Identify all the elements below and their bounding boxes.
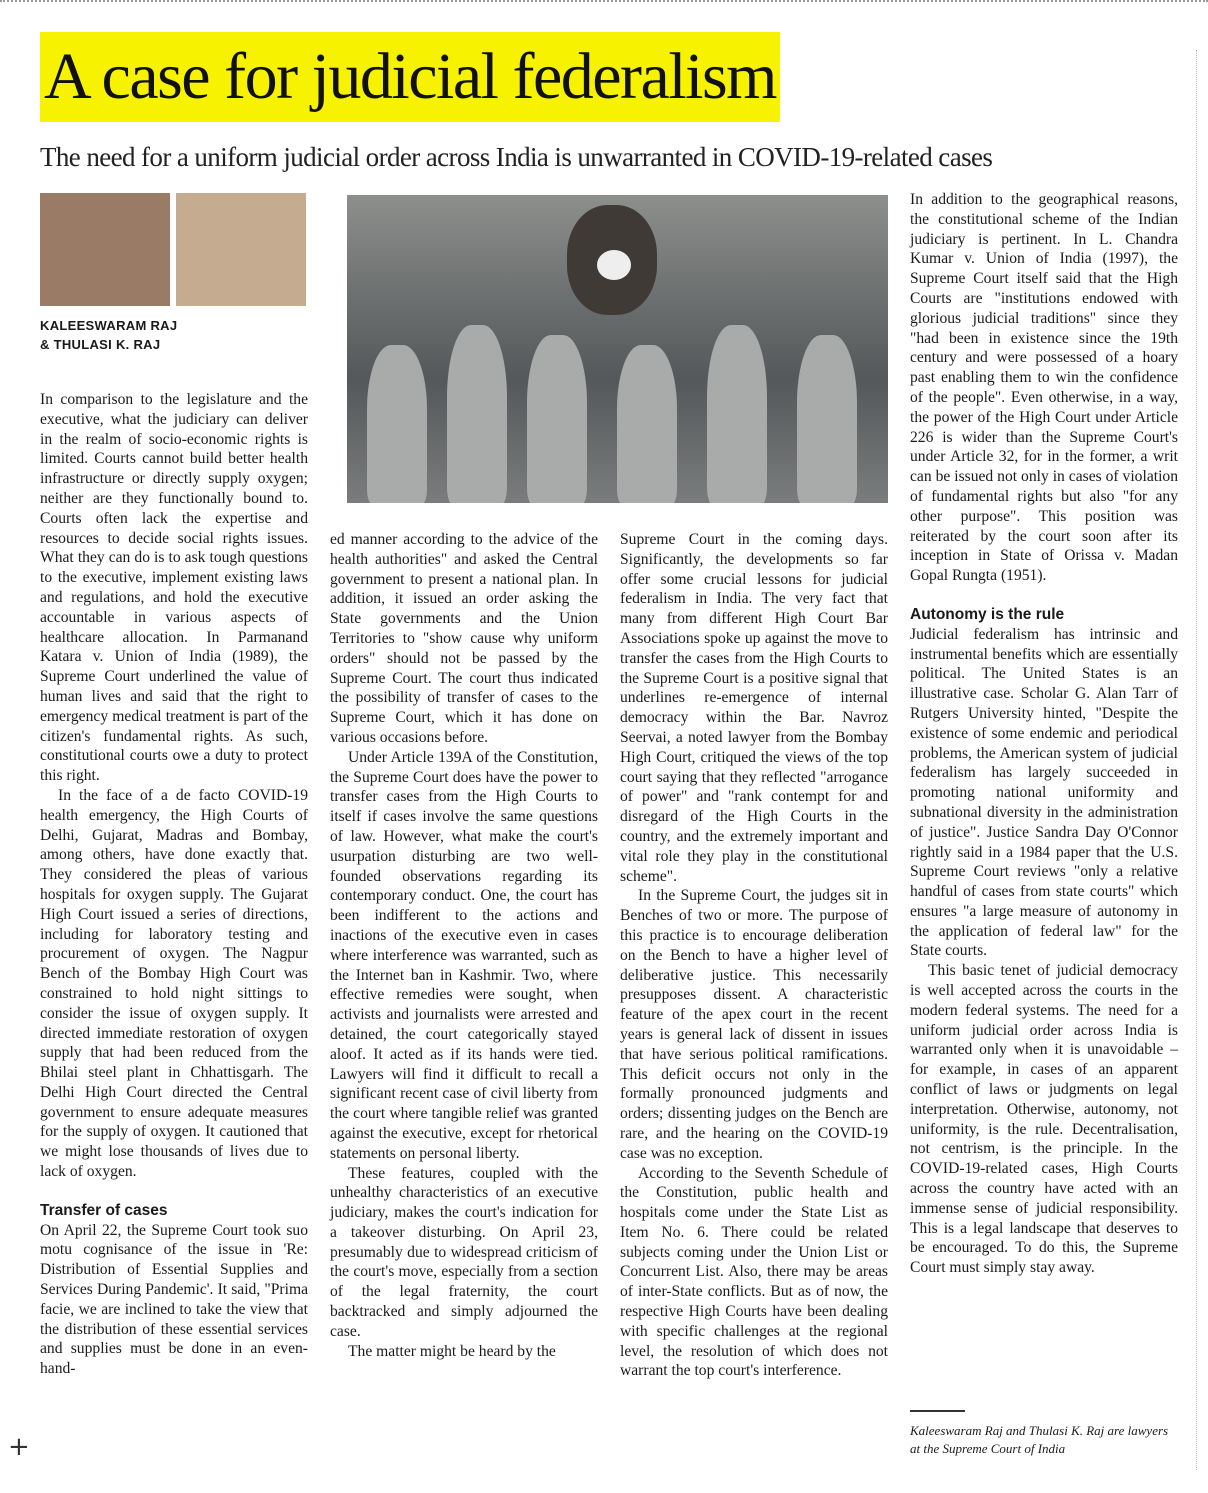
headline: A case for judicial federalism	[44, 40, 777, 113]
paragraph: Judicial federalism has intrinsic and instrumental benefits which are essentially political. The United States is an illustrative case. Scholar G. Alan Tarr of Rutgers University hinted, "Despite the existence of some endemic and periodical problems, the American system of judicial federalism has largely succeeded in promoting national uniformity and subnational diversity in the administration of justice". Justice Sandra Day O'Connor rightly said in a 1984 paper that the U.S. Supreme Court reviews "only a relative handful of cases from state courts" which ensures "a large measure of autonomy in the application of federal law" for the State courts.	[910, 625, 1178, 960]
author-note: Kaleeswaram Raj and Thulasi K. Raj are lawyers at the Supreme Court of India	[910, 1423, 1169, 1456]
section-heading: Transfer of cases	[40, 1201, 168, 1219]
photo-cylinder	[447, 325, 507, 503]
article-column-3	[620, 530, 888, 1381]
column-rule	[1196, 50, 1197, 1470]
author-photo-thulasi	[176, 193, 306, 306]
article-column-1	[40, 390, 308, 1379]
paragraph: In the face of a de facto COVID-19 health emergency, the High Courts of Delhi, Gujarat, Madras and Bombay, among others, have done exactly that. They considered the pleas of various hospitals for oxygen supply. The Gujarat High Court issued a series of directions, including for laboratory testing and procurement of oxygen. The Nagpur Bench of the Bombay High Court was constrained to hold night sittings to consider the issue of oxygen supply. It directed immediate restoration of oxygen supply that had been reduced from the Bhilai steel plant in Chhattisgarh. The Delhi High Court directed the Central government to ensure adequate measures for the supply of oxygen. It cautioned that we might lose thousands of lives due to lack of oxygen.	[40, 786, 308, 1181]
photo-cylinder	[527, 335, 587, 503]
paragraph: In comparison to the legislature and the executive, what the judiciary can deliver in the realm of socio-economic rights is limited. Courts cannot build better health infrastructure or directly supply oxygen; neither are they functionally bound to. Courts often lack the expertise and resources to decide social rights issues. What they can do is to ask tough questions to the executive, implement existing laws and regulations, and hold the executive accountable in various aspects of healthcare allocation. In Parmanand Katara v. Union of India (1989), the Supreme Court underlined the value of human lives and said that the right to emergency medical treatment is part of the citizen's fundamental rights. As such, constitutional courts owe a duty to protect this right.	[40, 391, 308, 785]
footer-rule	[910, 1410, 965, 1412]
photo-cylinder	[617, 345, 677, 503]
headline-highlight	[40, 32, 780, 122]
top-dotted-border	[0, 0, 1208, 2]
photo-cylinder	[707, 325, 767, 503]
article-column-4	[910, 190, 1178, 1278]
section-heading: Autonomy is the rule	[910, 605, 1065, 623]
photo-cylinder	[797, 335, 857, 503]
paragraph: ed manner according to the advice of the health authorities" and asked the Central government to present a national plan. In addition, it issued an order asking the State governments and the Union Territories to "show cause why uniform orders" should not be passed by the Supreme Court. The court thus indicated the possibility of transfer of cases to the Supreme Court, which it has done on various occasions before.	[330, 531, 598, 746]
byline-author-1: KALEESWARAM RAJ	[40, 318, 178, 333]
paragraph: On April 22, the Supreme Court took suo motu cognisance of the issue in 'Re: Distribution of Essential Supplies and Services During Pandemic'. It said, "Prima facie, we are inclined to take the view that the distribution of these essential services and supplies must be done in an even-hand-	[40, 1221, 308, 1378]
byline-author-2: & THULASI K. RAJ	[40, 337, 161, 352]
paragraph: Under Article 139A of the Constitution, the Supreme Court does have the power to transfer cases from the High Courts to itself if cases involve the same questions of law. However, what make the court's usurpation disturbing are two well-founded observations regarding its contemporary conduct. One, the court has been indifferent to the actions and inactions of the executive even in cases where interference was warranted, such as the Internet ban in Kashmir. Two, where effective remedies were sought, when activists and journalists were arrested and detained, the court categorically stayed aloof. It acted as if its hands were tied. Lawyers will find it difficult to recall a significant recent case of civil liberty from the court where tangible relief was granted against the executive, except for rhetorical statements on personal liberty.	[330, 748, 598, 1162]
paragraph: These features, coupled with the unhealthy characteristics of an executive judiciary, makes the court's indication for a takeover disturbing. On April 23, presumably due to widespread criticism of the court's move, especially from a section of the legal fraternity, the court backtracked and simply adjourned the case.	[330, 1164, 598, 1340]
paragraph: Supreme Court in the coming days. Significantly, the developments so far offer some crucial lessons for judicial federalism in India. The very fact that many from different High Court Bar Associations spoke up against the move to transfer the cases from the High Courts to the Supreme Court is a positive signal that underlines re-emergence of internal democracy within the Bar. Navroz Seervai, a noted lawyer from the Bombay High Court, critiqued the views of the top court saying that they reflected "arrogance of power" and "rank contempt for and disregard of the High Courts in the country, and the extremely important and vital role they play in the constitutional scheme".	[620, 531, 888, 885]
article-column-2	[330, 530, 598, 1361]
paragraph: In addition to the geographical reasons, the constitutional scheme of the Indian judiciary is pertinent. In L. Chandra Kumar v. Union of India (1997), the Supreme Court itself said that the High Courts are "institutions endowed with glorious judicial traditions" since they "had been in existence since the 19th century and were possessed of a hoary past enabling them to win the confidence of the people". Even otherwise, in a way, the power of the High Court under Article 226 is wider than the Supreme Court's under Article 32, for in the former, a writ can be issued not only in cases of violation of fundamental rights but also "for any other purpose". This position was reiterated by the court soon after its inception in State of Orissa v. Madan Gopal Rungta (1951).	[910, 191, 1178, 585]
author-photos	[40, 193, 306, 306]
paragraph: In the Supreme Court, the judges sit in Benches of two or more. The purpose of this practice is to encourage deliberation on the Bench to have a higher level of deliberative justice. This necessarily presupposes dissent. A characteristic feature of the apex court in the recent years is general lack of dissent in issues that have serious political ramifications. This deficit occurs not only in the formally pronounced judgments and orders; dissenting judges on the Bench are rare, and the hearing on the COVID-19 case was no exception.	[620, 887, 888, 1162]
photo-face-mask	[597, 250, 631, 280]
article-photo-oxygen-cylinders	[347, 195, 888, 503]
plus-icon: +	[8, 1432, 30, 1462]
author-photo-kaleeswaram	[40, 193, 170, 306]
paragraph: The matter might be heard by the	[348, 1342, 556, 1360]
byline	[40, 316, 177, 354]
paragraph: This basic tenet of judicial democracy is well accepted across the courts in the modern federal systems. The need for a uniform judicial order across India is warranted only when it is unavoidable – for example, in cases of an apparent conflict of laws or judgments on legal interpretation. Otherwise, autonomy, not uniformity, is the rule. Decentralisation, not centrism, is the principle. In the COVID-19-related cases, High Courts across the country have acted with an immense sense of judicial responsibility. This is a legal landscape that deserves to be encouraged. To do this, the Supreme Court must simply stay away.	[910, 962, 1178, 1277]
photo-cylinder	[367, 345, 427, 503]
subheadline: The need for a uniform judicial order across India is unwarranted in COVID-19-related cases	[40, 142, 993, 172]
paragraph: According to the Seventh Schedule of the Constitution, public health and hospitals come under the State List as Item No. 6. There could be related subjects coming under the Union List or Concurrent List. Also, there may be areas of inter-State conflicts. But as of now, the respective High Courts have been dealing with specific challenges at the regional level, the resolution of which does not warrant the top court's interference.	[620, 1164, 888, 1380]
